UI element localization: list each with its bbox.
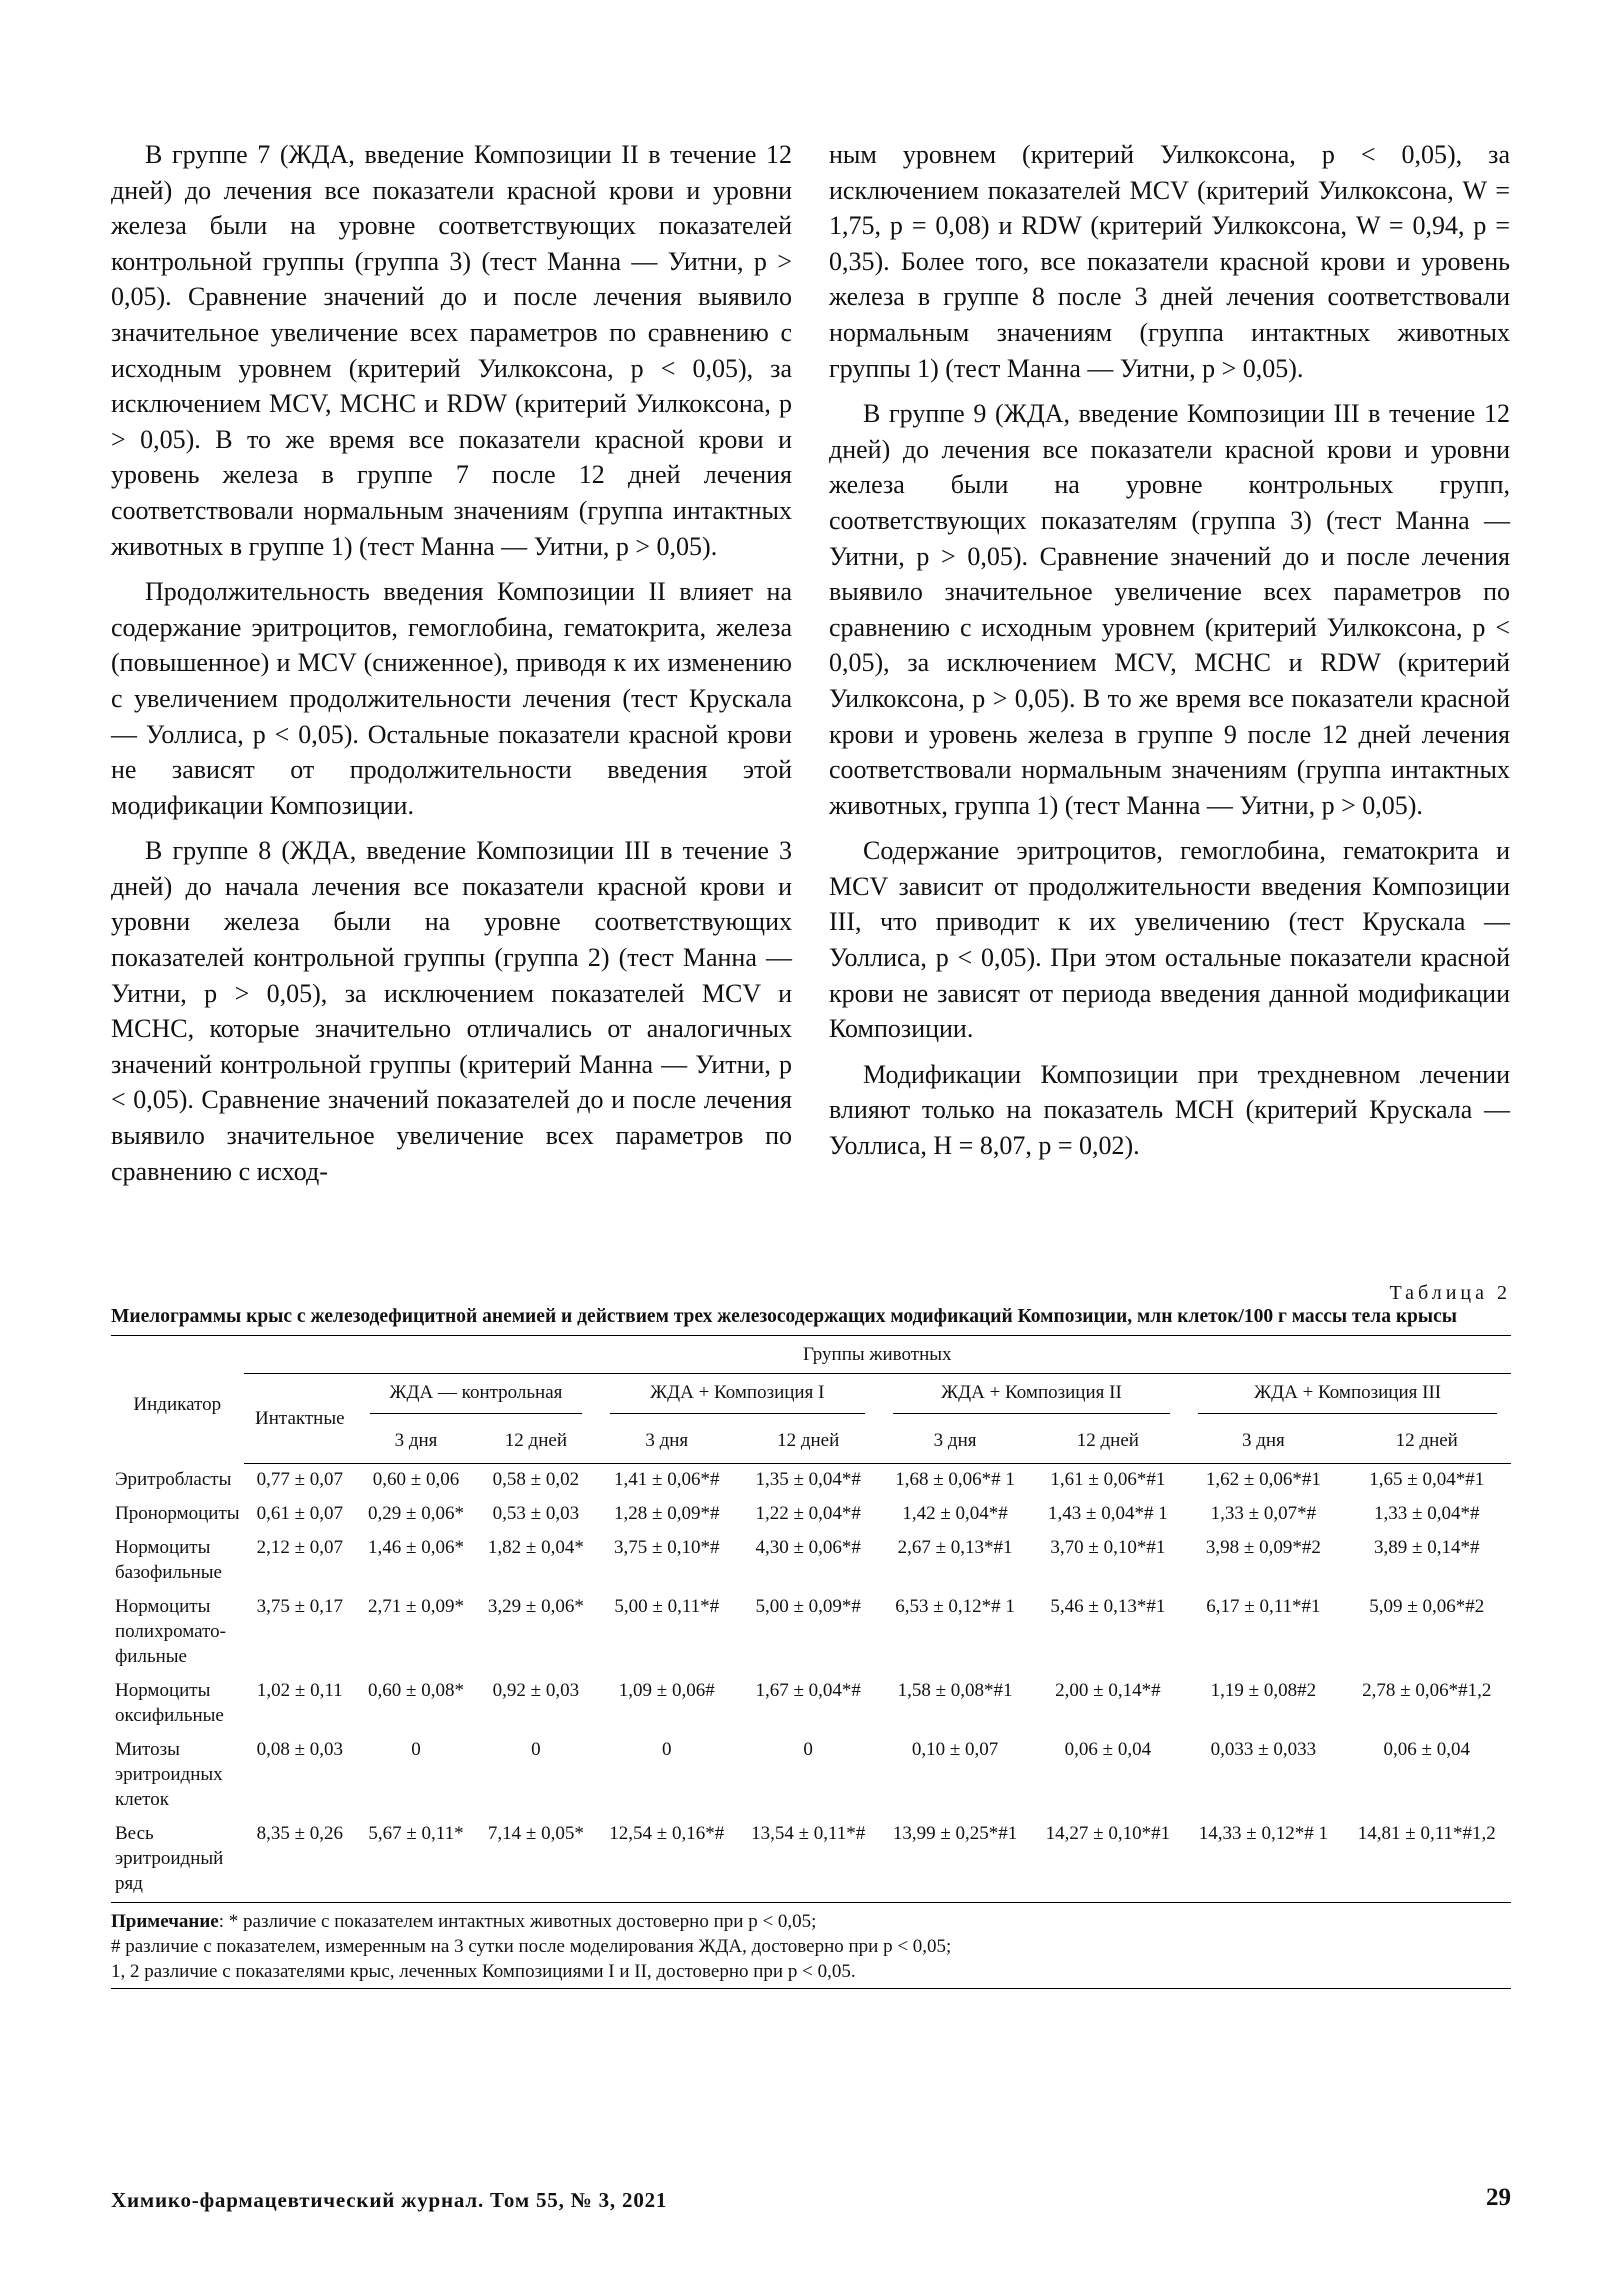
table-cell: 6,53 ± 0,12*# 1 bbox=[895, 1596, 1015, 1617]
table-cell: 2,78 ± 0,06*#1,2 bbox=[1362, 1680, 1492, 1701]
table-row bbox=[111, 1675, 1511, 1734]
header-group bbox=[1184, 1374, 1511, 1421]
table-cell: 0,29 ± 0,06* bbox=[368, 1503, 464, 1524]
paragraph: Продолжительность введения Композиции II влияет на содержание эритроцитов, гемоглобина, гематокрита, железа (повышенное) и MCV (сниженное), приводя к их изменению с увеличением продолжительности лечения (тест Крускала — Уоллиса, p < 0,05). Остальные показатели красной крови не зависят от продолжительности введения этой модификации Композиции. bbox=[111, 577, 792, 820]
header-day: 12 дней bbox=[1031, 1420, 1184, 1464]
header-indicator: Индикатор bbox=[111, 1336, 244, 1464]
table-cell: 5,00 ± 0,11*# bbox=[614, 1596, 720, 1617]
table-cell: 0 bbox=[803, 1739, 813, 1760]
header-group-label: ЖДА + Композиция III bbox=[1198, 1380, 1497, 1414]
header-group bbox=[596, 1374, 879, 1421]
header-group bbox=[879, 1374, 1185, 1421]
paragraph: Содержание эритроцитов, гемоглобина, гематокрита и MCV зависит от продолжительности введения Композиции III, что приводит к их увеличению (тест Крускала — Уоллиса, p < 0,05). При этом остальные показатели красной крови не зависят от периода введения данной модификации Композиции. bbox=[829, 836, 1510, 1044]
table-cell: 8,35 ± 0,26 bbox=[244, 1818, 357, 1903]
table-cell: 12,54 ± 0,16*# bbox=[596, 1818, 738, 1903]
table-cell: 3,75 ± 0,10*# bbox=[614, 1537, 720, 1558]
table-cell: 2,67 ± 0,13*#1 bbox=[897, 1537, 1013, 1558]
paragraph: В группе 8 (ЖДА, введение Композиции III в течение 3 дней) до начала лечения все показатели красной крови и уровни железа были на уровне соответствующих показателей контрольной группы (группа 2) (тест Манна — Уитни, p > 0,05), за исключением показателей MCV и MCHC, которые значительно отличались от аналогичных значений контрольной группы (критерий Манна — Уитни, p < 0,05). Сравнение значений показателей до и после лечения выявило значительное увеличение всех параметров по сравнению с исход- bbox=[111, 836, 792, 1186]
table-cell: 1,35 ± 0,04*# bbox=[755, 1469, 861, 1490]
table-cell: 14,81 ± 0,11*#1,2 bbox=[1343, 1818, 1511, 1903]
right-text-column bbox=[829, 137, 1510, 1174]
table-cell: 4,30 ± 0,06*# bbox=[755, 1537, 861, 1558]
row-indicator: Нормоциты полихромато-фильные bbox=[115, 1596, 226, 1667]
table-cell: 0 bbox=[662, 1739, 672, 1760]
table-cell: 1,46 ± 0,06* bbox=[368, 1537, 464, 1558]
header-group-label: ЖДА + Композиция I bbox=[610, 1380, 865, 1414]
header-group-label: ЖДА + Композиция II bbox=[893, 1380, 1171, 1414]
header-day: 3 дня bbox=[1184, 1420, 1342, 1464]
table-cell: 0,92 ± 0,03 bbox=[492, 1680, 580, 1701]
table-row bbox=[111, 1818, 1511, 1903]
table-cell: 0 bbox=[531, 1739, 541, 1760]
table-cell: 3,89 ± 0,14*# bbox=[1374, 1537, 1480, 1558]
row-indicator: Нормоциты базофильные bbox=[115, 1537, 222, 1583]
table-cell: 0,08 ± 0,03 bbox=[256, 1739, 343, 1760]
table-cell: 0 bbox=[411, 1739, 421, 1760]
note-line bbox=[111, 1909, 1511, 1934]
table-cell: 1,82 ± 0,04* bbox=[487, 1537, 584, 1558]
header-day: 12 дней bbox=[476, 1420, 596, 1464]
table-cell: 0,58 ± 0,02 bbox=[492, 1469, 580, 1490]
table-cell: 0,61 ± 0,07 bbox=[256, 1503, 343, 1524]
table-row bbox=[111, 1532, 1511, 1591]
row-indicator: Пронормоциты bbox=[115, 1503, 240, 1524]
table-bottom-rule bbox=[111, 1988, 1511, 1989]
row-indicator: Нормоциты оксифильные bbox=[115, 1680, 224, 1726]
table-cell: 1,02 ± 0,11 bbox=[256, 1680, 343, 1701]
table-row bbox=[111, 1464, 1511, 1499]
table-cell: 1,28 ± 0,09*# bbox=[614, 1503, 720, 1524]
footer-journal-title: Химико-фармацевтический журнал. Том 55, № 3, 2021 bbox=[111, 2188, 668, 2212]
row-indicator: Митозы эритроидных клеток bbox=[115, 1739, 223, 1810]
table-cell: 1,62 ± 0,06*#1 bbox=[1205, 1469, 1321, 1490]
table-cell: 0,06 ± 0,04 bbox=[1064, 1739, 1152, 1760]
table-cell: 5,46 ± 0,13*#1 bbox=[1050, 1596, 1166, 1617]
header-intact: Интактные bbox=[244, 1374, 357, 1464]
note-label: Примечание bbox=[111, 1911, 219, 1932]
table-cell: 0,53 ± 0,03 bbox=[492, 1503, 580, 1524]
table-cell: 1,68 ± 0,06*# 1 bbox=[895, 1469, 1015, 1490]
table-cell: 3,70 ± 0,10*#1 bbox=[1050, 1537, 1166, 1558]
table-cell: 5,00 ± 0,09*# bbox=[755, 1596, 861, 1617]
table-cell: 2,71 ± 0,09* bbox=[368, 1596, 464, 1617]
table-number: Таблица 2 bbox=[1389, 1282, 1511, 1304]
table-cell: 1,42 ± 0,04*# bbox=[902, 1503, 1008, 1524]
table-cell: 1,58 ± 0,08*#1 bbox=[897, 1680, 1013, 1701]
table-cell: 0,10 ± 0,07 bbox=[911, 1739, 999, 1760]
header-groups: Группы животных bbox=[244, 1336, 1511, 1374]
paragraph: В группе 7 (ЖДА, введение Композиции II в течение 12 дней) до лечения все показатели красной крови и уровни железа были на уровне соответствующих показателей контрольной группы (группа 3) (тест Манна — Уитни, p > 0,05). Сравнение значений до и после лечения выявило значительное увеличение всех параметров по сравнению с исходным уровнем (критерий Уилкоксона, p < 0,05), за исключением MCV, MCHC и RDW (критерий Уилкоксона, p > 0,05). В то же время все показатели красной крови и уровень железа в группе 7 после 12 дней лечения соответствовали нормальным значениям (группа интактных животных в группе 1) (тест Манна — Уитни, p > 0,05). bbox=[111, 140, 792, 561]
table-cell: 1,67 ± 0,04*# bbox=[755, 1680, 861, 1701]
table-cell: 1,65 ± 0,04*#1 bbox=[1369, 1469, 1485, 1490]
header-group bbox=[356, 1374, 596, 1421]
header-day: 12 дней bbox=[738, 1420, 879, 1464]
table-cell: 0,06 ± 0,04 bbox=[1383, 1739, 1470, 1760]
table-cell: 3,75 ± 0,17 bbox=[256, 1596, 343, 1617]
table-notes bbox=[111, 1909, 1511, 1984]
table-cell: 0,60 ± 0,06 bbox=[372, 1469, 460, 1490]
table-cell: 1,41 ± 0,06*# bbox=[614, 1469, 720, 1490]
paragraph: В группе 9 (ЖДА, введение Композиции III в течение 12 дней) до лечения все показатели красной крови и уровни железа были на уровне контрольных групп, соответствующих показателям (группа 3) (тест Манна — Уитни, p > 0,05). Сравнение значений до и после лечения выявило значительное увеличение всех параметров по сравнению с исходным уровнем (критерий Уилкоксона, p < 0,05), за исключением MCV, MCHC и RDW (критерий Уилкоксона, p > 0,05). В то же время все показатели красной крови и уровень железа в группе 9 после 12 дней лечения соответствовали нормальным значениям (группа интактных животных, группа 1) (тест Манна — Уитни, p > 0,05). bbox=[829, 399, 1510, 820]
table-row bbox=[111, 1591, 1511, 1675]
table-cell: 14,27 ± 0,10*#1 bbox=[1031, 1818, 1184, 1903]
row-indicator: Эритробласты bbox=[115, 1468, 232, 1490]
table-row bbox=[111, 1734, 1511, 1818]
paragraph: Модификации Композиции при трехдневном лечении влияют только на показатель MCH (критерий Крускала — Уоллиса, H = 8,07, p = 0,02). bbox=[829, 1059, 1510, 1161]
table-cell: 6,17 ± 0,11*#1 bbox=[1206, 1596, 1321, 1617]
table-cell: 0,77 ± 0,07 bbox=[256, 1469, 343, 1490]
header-day: 12 дней bbox=[1343, 1420, 1511, 1464]
myelogram-table bbox=[111, 1335, 1511, 1903]
table-cell: 2,12 ± 0,07 bbox=[256, 1537, 343, 1558]
page-number: 29 bbox=[1486, 2184, 1511, 2211]
header-day: 3 дня bbox=[356, 1420, 476, 1464]
table-block bbox=[111, 1281, 1511, 1989]
note-line: 1, 2 различие с показателями крыс, леченных Композициями I и II, достоверно при p < 0,05. bbox=[111, 1961, 856, 1982]
table-cell: 7,14 ± 0,05* bbox=[476, 1818, 596, 1903]
table-cell: 1,33 ± 0,04*# bbox=[1374, 1503, 1480, 1524]
table-row bbox=[111, 1498, 1511, 1532]
table-cell: 1,19 ± 0,08#2 bbox=[1210, 1680, 1317, 1701]
table-cell: 1,33 ± 0,07*# bbox=[1210, 1503, 1317, 1524]
table-cell: 14,33 ± 0,12*# 1 bbox=[1184, 1818, 1342, 1903]
table-cell: 3,98 ± 0,09*#2 bbox=[1205, 1537, 1321, 1558]
table-cell: 1,22 ± 0,04*# bbox=[755, 1503, 861, 1524]
note-line: # различие с показателем, измеренным на 3 сутки после моделирования ЖДА, достоверно при p < 0,05; bbox=[111, 1936, 952, 1957]
table-cell: 5,09 ± 0,06*#2 bbox=[1369, 1596, 1485, 1617]
table-cell: 3,29 ± 0,06* bbox=[487, 1596, 584, 1617]
table-cell: 5,67 ± 0,11* bbox=[356, 1818, 476, 1903]
table-cell: 1,61 ± 0,06*#1 bbox=[1050, 1469, 1166, 1490]
table-cell: 13,99 ± 0,25*#1 bbox=[879, 1818, 1032, 1903]
paragraph: ным уровнем (критерий Уилкоксона, p < 0,05), за исключением показателей MCV (критерий Уилкоксона, W = 1,75, p = 0,08) и RDW (критерий Уилкоксона, W = 0,94, p = 0,35). Более того, все показатели красной крови и уровень железа в группе 8 после 3 дней лечения соответствовали нормальным значениям (группа интактных животных группы 1) (тест Манна — Уитни, p > 0,05). bbox=[829, 140, 1510, 383]
table-caption: Миелограммы крыс с железодефицитной анемией и действием трех железосодержащих модификаций Композиции, млн клеток/100 г массы тела крысы bbox=[111, 1306, 1458, 1327]
table-cell: 0,033 ± 0,033 bbox=[1210, 1739, 1317, 1760]
table-cell: 1,09 ± 0,06# bbox=[618, 1680, 715, 1701]
row-indicator: Весь эритроидный ряд bbox=[111, 1818, 244, 1903]
header-day: 3 дня bbox=[596, 1420, 738, 1464]
header-day: 3 дня bbox=[879, 1420, 1032, 1464]
table-cell: 2,00 ± 0,14*# bbox=[1055, 1680, 1161, 1701]
note-text: : * различие с показателем интактных животных достоверно при p < 0,05; bbox=[218, 1911, 817, 1932]
table-cell: 1,43 ± 0,04*# 1 bbox=[1048, 1503, 1168, 1524]
table-cell: 13,54 ± 0,11*# bbox=[738, 1818, 879, 1903]
header-group-label: ЖДА — контрольная bbox=[370, 1380, 582, 1414]
left-text-column bbox=[111, 137, 792, 1199]
table-cell: 0,60 ± 0,08* bbox=[368, 1680, 464, 1701]
